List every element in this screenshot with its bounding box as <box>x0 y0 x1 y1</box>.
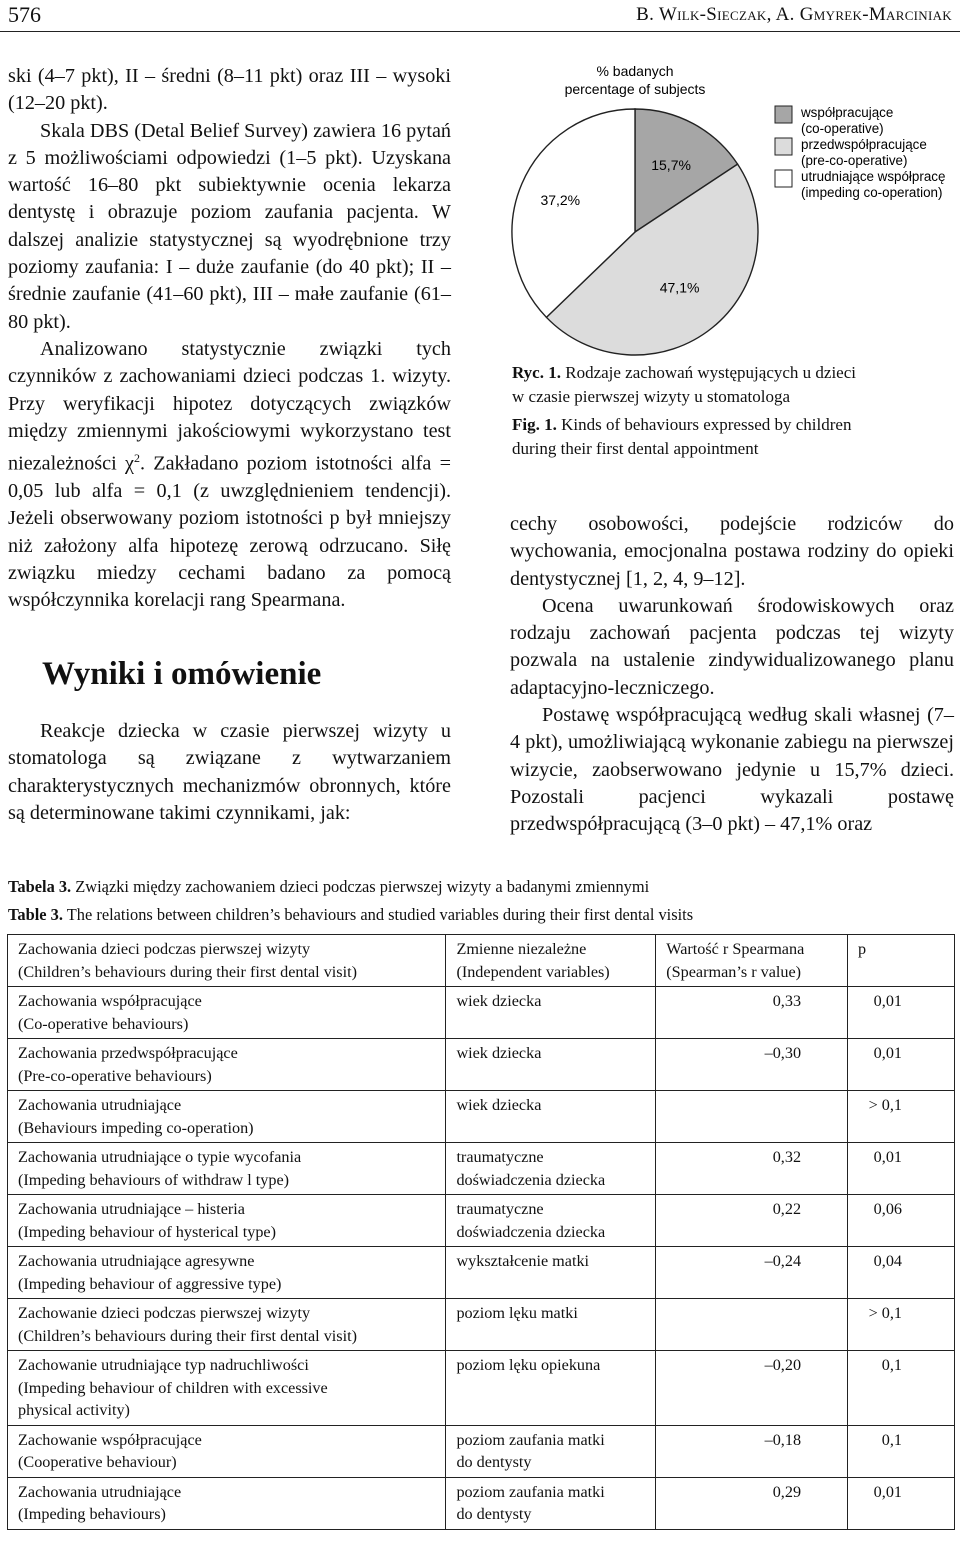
cell-text: poziom zaufania matki <box>456 1482 605 1501</box>
table-row <box>8 987 955 1039</box>
cell-text: poziom zaufania matki <box>456 1430 605 1449</box>
variable-cell <box>446 1425 656 1477</box>
cell-text: (Co-operative behaviours) <box>18 1014 189 1033</box>
legend-swatch <box>775 106 792 123</box>
behaviour-cell <box>8 987 446 1039</box>
cell-text: Zachowania utrudniające <box>18 1096 182 1114</box>
spearman-value: –0,20 <box>764 1356 802 1374</box>
column-header <box>446 935 656 987</box>
left-column-body <box>8 63 451 615</box>
cell-text: poziom lęku opiekuna <box>456 1356 601 1374</box>
table-row <box>8 1039 955 1091</box>
table-row <box>8 1143 955 1195</box>
cell-text: (Impeding behaviours of withdraw l type) <box>18 1170 290 1189</box>
table-header-row <box>8 935 955 987</box>
cell-text: Zachowania utrudniające <box>18 1482 182 1501</box>
paragraph: Skala DBS (Detal Belief Survey) zawiera 16 pytań z 5 możliwościami odpowiedzi (1–5 pkt). Uzyskana wartość 16–80 pkt subiektywnie ocenia lekarza dentystę i obrazuje poziom zaufania pacjenta. W dalszej analizie statystycznej są wyodrębnione trzy poziomy zaufania: I – duże zaufanie (do 40 pkt); II – średnie zaufanie (41–60 pkt), III – małe zaufanie (61–80 pkt). <box>8 119 451 333</box>
variable-cell <box>446 1143 656 1195</box>
cell-text: wykształcenie matki <box>456 1252 590 1270</box>
cell-text: doświadczenia dziecka <box>456 1170 606 1189</box>
superscript: 2 <box>133 451 140 466</box>
p-value-cell <box>848 1143 955 1195</box>
table-row <box>8 1195 955 1247</box>
behaviour-cell <box>8 1351 446 1426</box>
cell-text: Zachowania przedwspółpracujące <box>18 1044 238 1062</box>
variable-cell <box>446 1039 656 1091</box>
table-caption-pl <box>8 876 649 898</box>
cell-text: Zachowania utrudniające – histeria <box>18 1200 245 1218</box>
spearman-value: 0,33 <box>772 992 802 1010</box>
cell-text: traumatyczne <box>456 1200 544 1218</box>
slice-value-label: 15,7% <box>651 156 691 173</box>
cell-text: do dentysty <box>456 1453 532 1471</box>
caption-text: Związki między zachowaniem dzieci podczas pierwszej wizyty a badanymi zmiennymi <box>75 877 650 896</box>
cell-text: wiek dziecka <box>456 1044 542 1062</box>
running-authors: B. Wilk-Sieczak, A. Gmyrek-Marciniak <box>636 4 952 25</box>
figure-label-pl: Ryc. 1. <box>512 363 561 382</box>
p-value-cell <box>848 1425 955 1477</box>
p-value: 0,04 <box>873 1252 902 1270</box>
p-value: 0,01 <box>873 992 902 1010</box>
caption-text: Kinds of behaviours expressed by children <box>561 415 852 434</box>
behaviour-cell <box>8 1091 446 1143</box>
spearman-value: –0,18 <box>764 1430 802 1449</box>
cell-text: Zachowanie współpracujące <box>18 1430 202 1449</box>
results-table <box>7 934 955 1530</box>
left-column-body-2 <box>8 718 451 827</box>
legend-label: przedwspółpracujące <box>801 137 927 152</box>
spearman-cell <box>656 1247 848 1299</box>
cell-text: wiek dziecka <box>456 1096 542 1114</box>
section-heading: Wyniki i omówienie <box>42 656 322 692</box>
paragraph: Postawę współpracującą według skali własnej (7–4 pkt), umożliwiającą wykonanie zabiegu na pierwszej wizycie, zaobserwowano jedynie u 15,7% dzieci. Pozostali pacjenci wykazali postawę przedwspółpracującą (3–0 pkt) – 47,1% oraz <box>510 704 954 836</box>
legend-swatch <box>775 138 792 155</box>
cell-text: Zachowanie dzieci podczas pierwszej wizyty <box>18 1304 311 1322</box>
variable-cell <box>446 1247 656 1299</box>
p-value: > 0,1 <box>868 1304 902 1322</box>
table-row <box>8 1477 955 1529</box>
table-row <box>8 1247 955 1299</box>
spearman-cell <box>656 1039 848 1091</box>
spearman-value: 0,29 <box>772 1482 802 1501</box>
caption-text: The relations between children’s behaviours and studied variables during their first dental visits <box>66 905 694 924</box>
cell-text: (Children’s behaviours during their first dental visit) <box>18 962 357 981</box>
cell-text: (Spearman’s r value) <box>666 962 802 981</box>
cell-text: Zmienne niezależne <box>456 940 587 958</box>
cell-text: Zachowanie utrudniające typ nadruchliwości <box>18 1356 309 1374</box>
spearman-value: 0,32 <box>772 1148 802 1166</box>
figure-caption-en <box>512 413 952 460</box>
p-value-cell <box>848 987 955 1039</box>
cell-text: (Independent variables) <box>456 962 610 981</box>
p-value: 0,1 <box>881 1356 902 1374</box>
paragraph: Ocena uwarunkowań środowiskowych oraz rodzaju zachowań pacjenta podczas tej wizyty pozwala na ustalenie zindywidualizowanego planu adaptacyjno-leczniczego. <box>510 594 954 699</box>
variable-cell <box>446 1299 656 1351</box>
cell-text: Zachowania utrudniające o typie wycofania <box>18 1148 302 1166</box>
paragraph <box>8 336 451 615</box>
cell-text: doświadczenia dziecka <box>456 1222 606 1241</box>
cell-text: (Impeding behaviour of aggressive type) <box>18 1274 282 1293</box>
table-label-en: Table 3. <box>8 905 63 924</box>
p-value-cell <box>848 1477 955 1529</box>
behaviour-cell <box>8 1039 446 1091</box>
spearman-value: –0,24 <box>764 1252 802 1270</box>
p-value: 0,01 <box>873 1148 902 1166</box>
running-header <box>0 0 960 28</box>
caption-text: during their first dental appointment <box>512 438 759 458</box>
cell-text: Wartość r Spearmana <box>666 940 805 958</box>
variable-cell <box>446 1477 656 1529</box>
table-row <box>8 1425 955 1477</box>
pie-chart-svg <box>508 58 958 358</box>
p-value-cell <box>848 1039 955 1091</box>
legend-label-en: (impeding co-operation) <box>801 185 943 200</box>
spearman-cell <box>656 1425 848 1477</box>
caption-text: w czasie pierwszej wizyty u stomatologa <box>512 386 791 406</box>
cell-text: (Impeding behaviours) <box>18 1505 166 1523</box>
p-value: 0,1 <box>881 1430 902 1449</box>
behaviour-cell <box>8 1247 446 1299</box>
cell-text: (Children’s behaviours during their first dental visit) <box>18 1326 357 1345</box>
spearman-cell <box>656 987 848 1039</box>
cell-text: (Cooperative behaviour) <box>18 1453 177 1471</box>
legend-label: współpracujące <box>801 105 894 120</box>
cell-text: p <box>858 940 867 958</box>
variable-cell <box>446 1091 656 1143</box>
slice-value-label: 37,2% <box>540 192 581 209</box>
paragraph: cechy osobowości, podejście rodziców do wychowania, emocjonalna postawa rodziny do opieki dentystycznej [1, 2, 4, 9–12]. <box>510 513 954 590</box>
behaviour-cell <box>8 1143 446 1195</box>
paragraph: ski (4–7 pkt), II – średni (8–11 pkt) oraz III – wysoki (12–20 pkt). <box>8 65 451 115</box>
paragraph-text: . Zakładano poziom istotności alfa = 0,05 lub alfa = 0,1 (z uwzględnieniem tendencji). Jeżeli obserwowany poziom istotności p był mniejszy niż założony alfa hipotezę zerową odrzucano. Siłę związku miedzy cechami badano za pomocą współczynnika korelacji rang Spearmana. <box>8 452 451 612</box>
page-number: 576 <box>8 2 41 27</box>
spearman-cell <box>656 1143 848 1195</box>
paragraph-text: Analizowano statystycznie związki tych czynników z zachowaniami dzieci podczas 1. wizyty. Przy weryfikacji hipotez dotyczących związków między zmiennymi jakościowymi wykorzystano test niezależności χ <box>8 337 451 475</box>
cell-text: wiek dziecka <box>456 992 542 1010</box>
caption-text: Rodzaje zachowań występujących u dzieci <box>565 363 856 382</box>
cell-text: poziom lęku matki <box>456 1304 578 1322</box>
behaviour-cell <box>8 1425 446 1477</box>
cell-text: (Behaviours impeding co-operation) <box>18 1118 254 1137</box>
figure-caption-pl <box>512 361 952 408</box>
slice-value-label: 47,1% <box>659 279 700 296</box>
table-label-pl: Tabela 3. <box>8 877 72 896</box>
table-caption-en <box>8 904 693 926</box>
table-row <box>8 1351 955 1426</box>
legend-label-en: (pre-co-operative) <box>801 153 908 168</box>
figure-label-en: Fig. 1. <box>512 415 557 434</box>
column-header <box>656 935 848 987</box>
p-value: > 0,1 <box>868 1096 902 1114</box>
column-header <box>8 935 446 987</box>
table-row <box>8 1091 955 1143</box>
spearman-cell <box>656 1351 848 1426</box>
p-value-cell <box>848 1247 955 1299</box>
pie-chart <box>508 58 958 358</box>
right-column-body <box>510 511 954 839</box>
cell-text: do dentysty <box>456 1505 532 1523</box>
spearman-cell <box>656 1091 848 1143</box>
p-value: 0,01 <box>873 1482 902 1501</box>
paragraph: Reakcje dziecka w czasie pierwszej wizyty u stomatologa są związane z wytwarzaniem charakterystycznych mechanizmów obronnych, które są determinowane takimi czynnikami, jak: <box>8 720 451 824</box>
chart-title-pl: % badanych <box>596 63 674 79</box>
table-row <box>8 1299 955 1351</box>
chart-title-en: percentage of subjects <box>564 81 706 97</box>
variable-cell <box>446 1351 656 1426</box>
cell-text: traumatyczne <box>456 1148 544 1166</box>
p-value-cell <box>848 1195 955 1247</box>
cell-text: physical activity) <box>18 1401 130 1419</box>
cell-text: (Impeding behaviour of hysterical type) <box>18 1222 277 1241</box>
legend-label: utrudniające współpracę <box>801 169 946 184</box>
spearman-cell <box>656 1195 848 1247</box>
p-value: 0,06 <box>873 1200 902 1218</box>
p-value-cell <box>848 1091 955 1143</box>
legend-swatch <box>775 170 792 187</box>
variable-cell <box>446 1195 656 1247</box>
spearman-cell <box>656 1477 848 1529</box>
p-value-cell <box>848 1299 955 1351</box>
cell-text: Zachowania dzieci podczas pierwszej wizyty <box>18 940 311 958</box>
variable-cell <box>446 987 656 1039</box>
cell-text: (Impeding behaviour of children with excessive <box>18 1378 328 1397</box>
behaviour-cell <box>8 1477 446 1529</box>
cell-text: Zachowania współpracujące <box>18 992 202 1010</box>
behaviour-cell <box>8 1195 446 1247</box>
behaviour-cell <box>8 1299 446 1351</box>
cell-text: Zachowania utrudniające agresywne <box>18 1252 255 1270</box>
header-rule <box>0 31 960 32</box>
p-value-cell <box>848 1351 955 1426</box>
spearman-value: –0,30 <box>764 1044 802 1062</box>
spearman-value: 0,22 <box>772 1200 802 1218</box>
cell-text: (Pre-co-operative behaviours) <box>18 1066 212 1085</box>
p-value: 0,01 <box>873 1044 902 1062</box>
legend-label-en: (co-operative) <box>801 121 884 136</box>
column-header <box>848 935 955 987</box>
spearman-cell <box>656 1299 848 1351</box>
